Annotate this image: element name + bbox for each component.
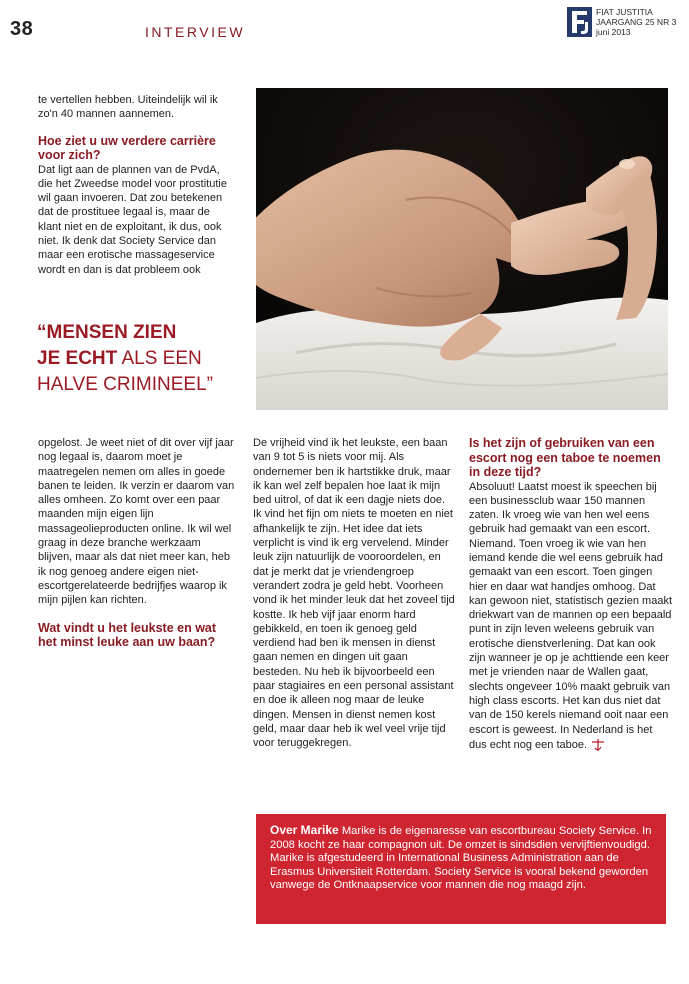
column-1-top bbox=[38, 93, 236, 277]
intro-text: te vertellen hebben. Uiteindelijk wil ik zo'n 40 mannen aannemen. bbox=[38, 94, 218, 121]
journal-masthead bbox=[567, 4, 687, 42]
answer-taboo: Absoluut! Laatst moest ik speechen bij een businessclub waar 150 mannen zaten. Ik vroeg wie van hen wel eens gebruik had gemaakt van een escort. Niemand. Toen vroeg ik wie van hen iemand kende die wel eens gebruik had gemaakt van een escort. Toen gingen hier en daar wat handjes omhoog. Dat kan gewoon niet, statistisch gezien maakt driekwart van de mannen op een bepaald punt in zijn leven weleens gebruik van erotische dienstverlening. Dat kan ook zijn wanneer je op je achttiende een keer met je vrienden naar de Wallen gaat, slechts ongeveer 10% maakt gebruik van high class escorts. Het kan dus niet dat van de 150 kerels niemand ooit naar een escort is geweest. In Nederland is het dus echt nog een taboe. bbox=[469, 480, 673, 751]
article-photo bbox=[256, 88, 668, 410]
journal-date: juni 2013 bbox=[596, 27, 631, 37]
answer-career: Dat ligt aan de plannen van de PvdA, die het Zweedse model voor prostitutie wil gaan invoeren. Dat zou betekenen dat de prostituee legaal is, maar de klant niet en de exploitant, ik dus, ook niet. Ik denk dat Society Service dan maar een erotische massageservice wordt en dan is dat probleem ook bbox=[38, 163, 227, 276]
page-number: 38 bbox=[10, 18, 34, 40]
about-box bbox=[256, 814, 666, 924]
journal-issue: JAARGANG 25 NR 3 bbox=[596, 17, 677, 27]
section-label: INTERVIEW bbox=[145, 24, 246, 40]
column-2 bbox=[253, 436, 456, 751]
pull-quote-line-1: “MENSEN ZIEN bbox=[37, 322, 177, 343]
column-3 bbox=[469, 436, 672, 753]
hands-photo-illustration bbox=[256, 88, 668, 410]
fiat-justitia-logo-icon bbox=[567, 7, 592, 37]
question-job: Wat vindt u het leukste en wat het minst leuke aan uw baan? bbox=[38, 620, 217, 650]
pull-quote-line-3: HALVE CRIMINEEL” bbox=[37, 374, 213, 395]
about-box-text: Marike is de eigenaresse van escortbureau Society Service. In 2008 kocht ze haar compagnon uit. De omzet is sindsdien vervijftienvoudigd. Marike is afgestudeerd in International Business Administration aan de Erasmus Universiteit Rotterdam. Society Service is vooral bekend geworden vanwege de Ontknaapservice voor mannen die nog maagd zijn. bbox=[270, 825, 652, 892]
question-taboo: Is het zijn of gebruiken van een escort nog een taboe te noemen in deze tijd? bbox=[469, 436, 661, 479]
pull-quote-line-2-strong: JE ECHT bbox=[37, 348, 118, 369]
end-of-article-mark-icon bbox=[590, 737, 606, 753]
column-1-bottom bbox=[38, 436, 236, 650]
column-2-text: De vrijheid vind ik het leukste, een baan van 9 tot 5 is niets voor mij. Als ondernemer ben ik hartstikke druk, maar ik kan wel zelf bepalen hoe laat ik mijn bed uitrol, of dat ik een dagje niets doe. Ik vind het fijn om niets te moeten en niet afhankelijk te zijn. Het idee dat iets verplicht is vind ik erg vervelend. Minder leuk zijn natuurlijk de vooroordelen, en dat je merkt dat je vriendengroep verandert zodra je geld hebt. Voorheen vond ik het minder leuk dat het zoveel tijd kostte. Ik heb vijf jaar enorm hard gebikkeld, en toen ik genoeg geld verdiend had ben ik mensen in dienst gaan nemen en dingen uit gaan besteden. Nu heb ik bijvoorbeeld een paar stagiaires en een personal assistant en doe ik alleen nog maar de leuke dingen. Mensen in dienst nemen kost geld, maar daar heb ik wel veel vrije tijd voor teruggekregen. bbox=[253, 437, 455, 750]
pull-quote bbox=[37, 320, 247, 398]
journal-name: FIAT JUSTITIA bbox=[596, 7, 653, 17]
column-1-text: opgelost. Je weet niet of dit over vijf jaar nog legaal is, daarom moet je maatregelen nemen om alles in goede banen te leiden. Ik verzin er daarom van alles omheen. Zo komt over een paar maanden mijn eigen lijn massageolieproducten online. Ik wil wel graag in deze branche werkzaam blijven, maar als dat niet meer kan, heb ik nog genoeg andere eigen niet-escortgerelateerde bedrijfjes waarop ik mijn pijlen kan richten. bbox=[38, 437, 235, 607]
pull-quote-line-2-rest: ALS EEN bbox=[117, 348, 202, 369]
question-career: Hoe ziet u uw verdere carrière voor zich? bbox=[38, 133, 216, 163]
about-box-title: Over Marike bbox=[270, 823, 339, 837]
